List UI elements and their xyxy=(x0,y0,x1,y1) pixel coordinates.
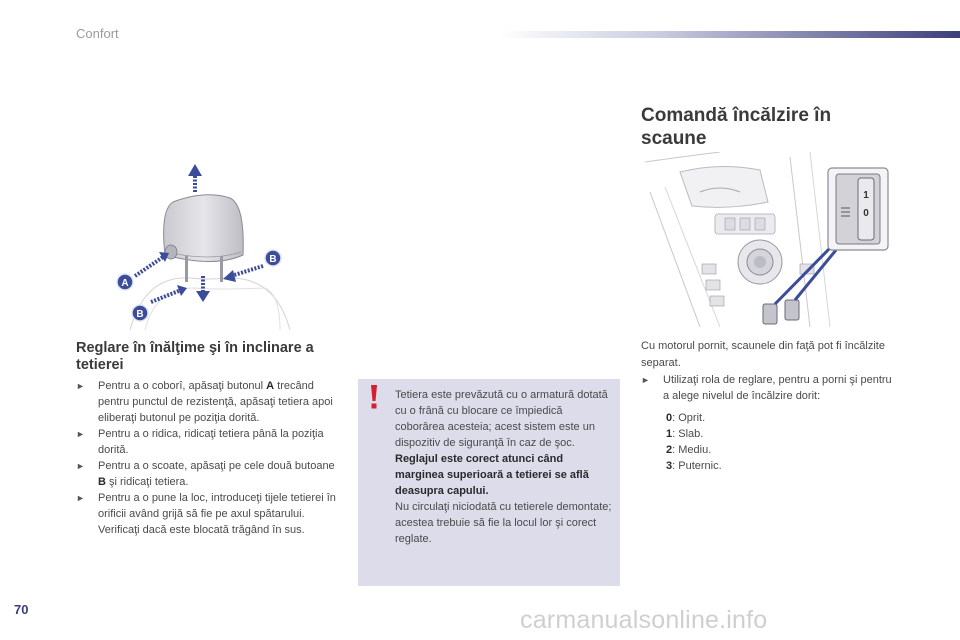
heat-level-key: 2 xyxy=(666,444,673,456)
heat-level-key: 0 xyxy=(666,412,673,424)
warning-text-3: Nu circulaţi niciodată cu tetierele demontate; acestea trebuie să fie la locul lor şi corect reglate. xyxy=(395,501,612,545)
list-item xyxy=(76,378,338,426)
step-text: trecând pentru punctul de rezistenţă, apăsaţi tetiera apoi eliberaţi butonul pe poziţia dorită. xyxy=(98,380,333,424)
bullet-marker: ► xyxy=(76,381,85,391)
headrest-section-title: Reglare în înălţime şi în inclinare a tetierei xyxy=(76,340,314,373)
headrest-steps-list xyxy=(76,378,338,538)
heating-intro: Cu motorul pornit, scaunele din faţă pot fi încălzite separat. xyxy=(641,340,885,369)
bullet-marker: ► xyxy=(76,493,85,503)
exclamation-warning-icon xyxy=(364,384,384,410)
callout-b-right xyxy=(265,250,281,266)
callout-a-label: A xyxy=(121,278,129,289)
heat-level-label: : Slab. xyxy=(672,428,704,440)
step-text: Pentru a o coborî, apăsaţi butonul xyxy=(98,380,267,392)
center-console-illustration xyxy=(640,152,900,327)
bullet-marker: ► xyxy=(76,429,85,439)
step-text: Pentru a o pune la loc, introduceţi tijele tetierei în orificii având grijă să fie pe axul spătarului. Verificaţi dacă este blocată trăgând în sus. xyxy=(98,492,336,536)
heat-level-item xyxy=(666,442,866,458)
heat-level-key: 1 xyxy=(666,428,673,440)
heating-section-title: Comandă încălzire în scaune xyxy=(641,105,832,149)
dial-label-top: 1 xyxy=(863,190,869,201)
heat-level-key: 3 xyxy=(666,460,673,472)
heat-level-item xyxy=(666,426,866,442)
bullet-marker: ► xyxy=(76,461,85,471)
step-text: şi ridicaţi tetiera. xyxy=(105,476,189,488)
callout-a xyxy=(117,274,133,290)
section-title: Confort xyxy=(76,26,119,41)
list-item xyxy=(76,490,338,538)
headrest-illustration xyxy=(115,160,305,330)
heat-level-label: : Mediu. xyxy=(672,444,712,456)
step-text: A xyxy=(266,380,275,392)
heat-level-label: : Puternic. xyxy=(672,460,722,472)
heat-level-label: : Oprit. xyxy=(672,412,706,424)
callout-b-left xyxy=(132,305,148,321)
warning-text-1: Tetiera este prevăzută cu o armatură dotată cu o frână cu blocare ce împiedică coborârea acesteia; acest sistem este un dispozitiv de siguranţă în caz de şoc. xyxy=(395,389,608,449)
header-gradient-bar xyxy=(500,31,960,38)
list-item xyxy=(641,372,896,404)
heat-level-item xyxy=(666,458,866,474)
list-item xyxy=(76,426,338,458)
callout-b-left-label: B xyxy=(136,309,144,320)
heat-level-item xyxy=(666,410,866,426)
watermark: carmanualsonline.info xyxy=(520,606,768,634)
callout-b-right-label: B xyxy=(269,254,277,265)
page-number: 70 xyxy=(14,602,29,617)
heat-levels-list xyxy=(666,410,866,474)
list-item xyxy=(76,458,338,490)
step-text: Pentru a o ridica, ridicaţi tetiera până la poziţia dorită. xyxy=(98,428,324,456)
bullet-marker: ► xyxy=(641,375,650,385)
warning-text-bold: Reglajul este corect atunci când marginea superioară a tetierei se află deasupra capului. xyxy=(395,453,589,497)
heating-steps-list xyxy=(641,372,896,404)
heating-step-text: Utilizaţi rola de reglare, pentru a porni şi pentru a alege nivelul de încălzire dorit: xyxy=(663,374,892,402)
step-text: B xyxy=(98,476,106,488)
step-text: Pentru a o scoate, apăsaţi pe cele două butoane xyxy=(98,460,335,472)
dial-label-bottom: 0 xyxy=(863,208,869,219)
warning-box xyxy=(358,379,620,586)
